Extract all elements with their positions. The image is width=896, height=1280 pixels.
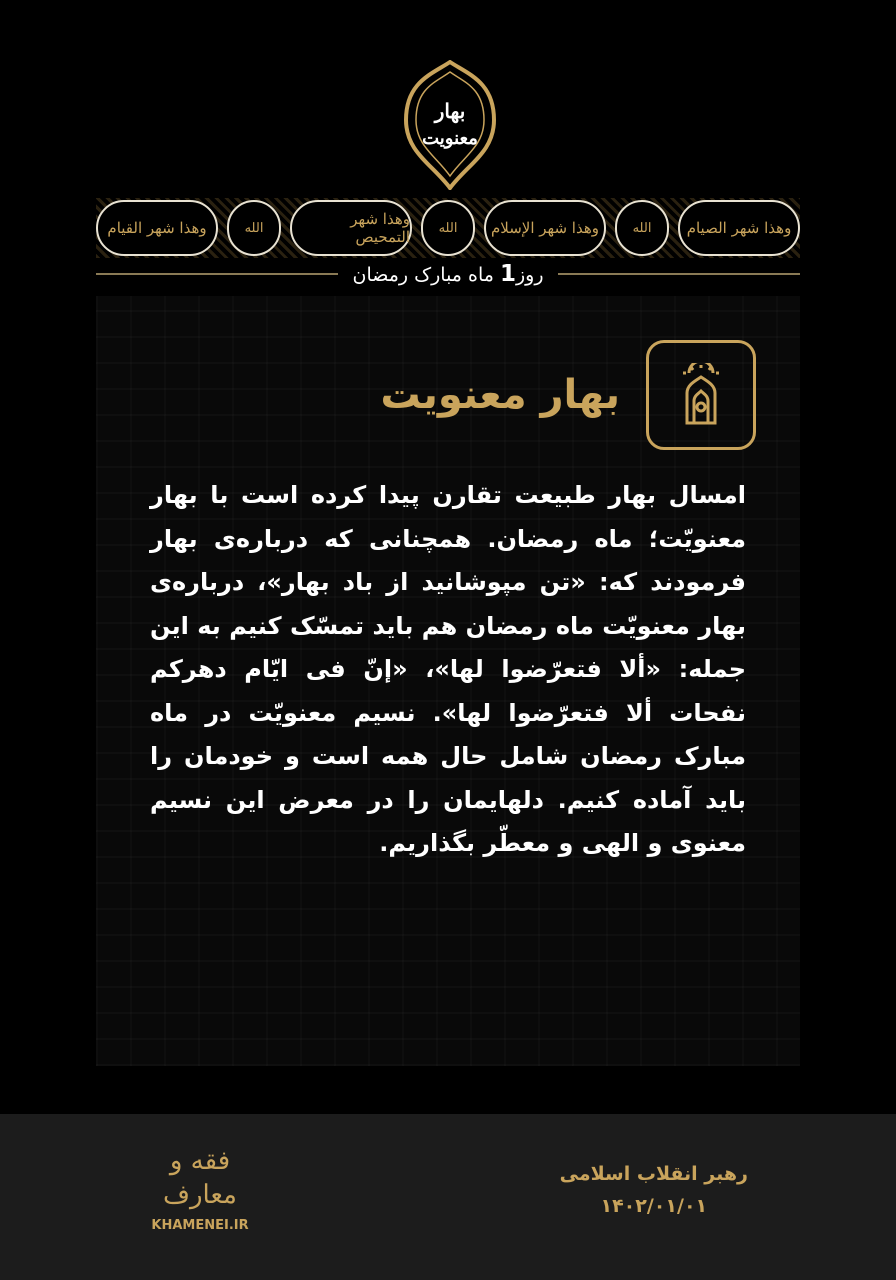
badge: وهذا شهر الإسلام — [484, 200, 606, 256]
signature — [560, 1158, 748, 1222]
badge: الله — [421, 200, 475, 256]
page-title: بهار معنویت — [380, 372, 620, 418]
content-panel — [96, 296, 800, 1066]
day-suffix: ماه مبارک رمضان — [352, 264, 494, 286]
mosque-sunrise-icon — [646, 340, 756, 450]
emblem-logo — [398, 60, 502, 190]
footer — [0, 1114, 896, 1280]
logo-site: KHAMENEI.IR — [151, 1218, 249, 1233]
svg-text:معنویت: معنویت — [422, 128, 478, 149]
badge: وهذا شهر التمحیص — [290, 200, 412, 256]
day-label-row — [96, 262, 800, 286]
badge: وهذا شهر الصیام — [678, 200, 800, 256]
khamenei-logo — [140, 1134, 260, 1244]
day-number: 1 — [499, 261, 516, 287]
quote-text: امسال بهار طبیعت تقارن پیدا کرده است با بهار معنویّت؛ ماه رمضان. همچنانی که درباره‌ی بهار فرمودند که: «تن مپوشانید از باد بهار»، درباره‌ی بهار معنویّت ماه رمضان هم باید تمسّک کنیم به این جمله: «ألا فتعرّضوا لها»، «إنّ فی ایّام دهرکم نفحات ألا فتعرّضوا لها». نسیم معنویّت در ماه مبارک رمضان شامل حال همه است و خودمان را باید آماده کنیم. دلهایمان را در معرض این نسیم معنوی و الهی و معطّر بگذاریم. — [150, 481, 746, 857]
date: ۱۴۰۲/۰۱/۰۱ — [600, 1195, 708, 1217]
divider — [558, 273, 800, 275]
badge: الله — [227, 200, 281, 256]
logo-calligraphy: فقه و معارف — [163, 1146, 237, 1210]
day-label — [338, 261, 557, 287]
badge: وهذا شهر القیام — [96, 200, 218, 256]
author: رهبر انقلاب اسلامی — [559, 1163, 748, 1185]
divider — [96, 273, 338, 275]
title-row — [380, 340, 756, 450]
svg-text:بهار: بهار — [434, 99, 466, 123]
calligraphy-badges — [96, 198, 800, 258]
day-prefix: روز — [516, 264, 544, 286]
badge: الله — [615, 200, 669, 256]
